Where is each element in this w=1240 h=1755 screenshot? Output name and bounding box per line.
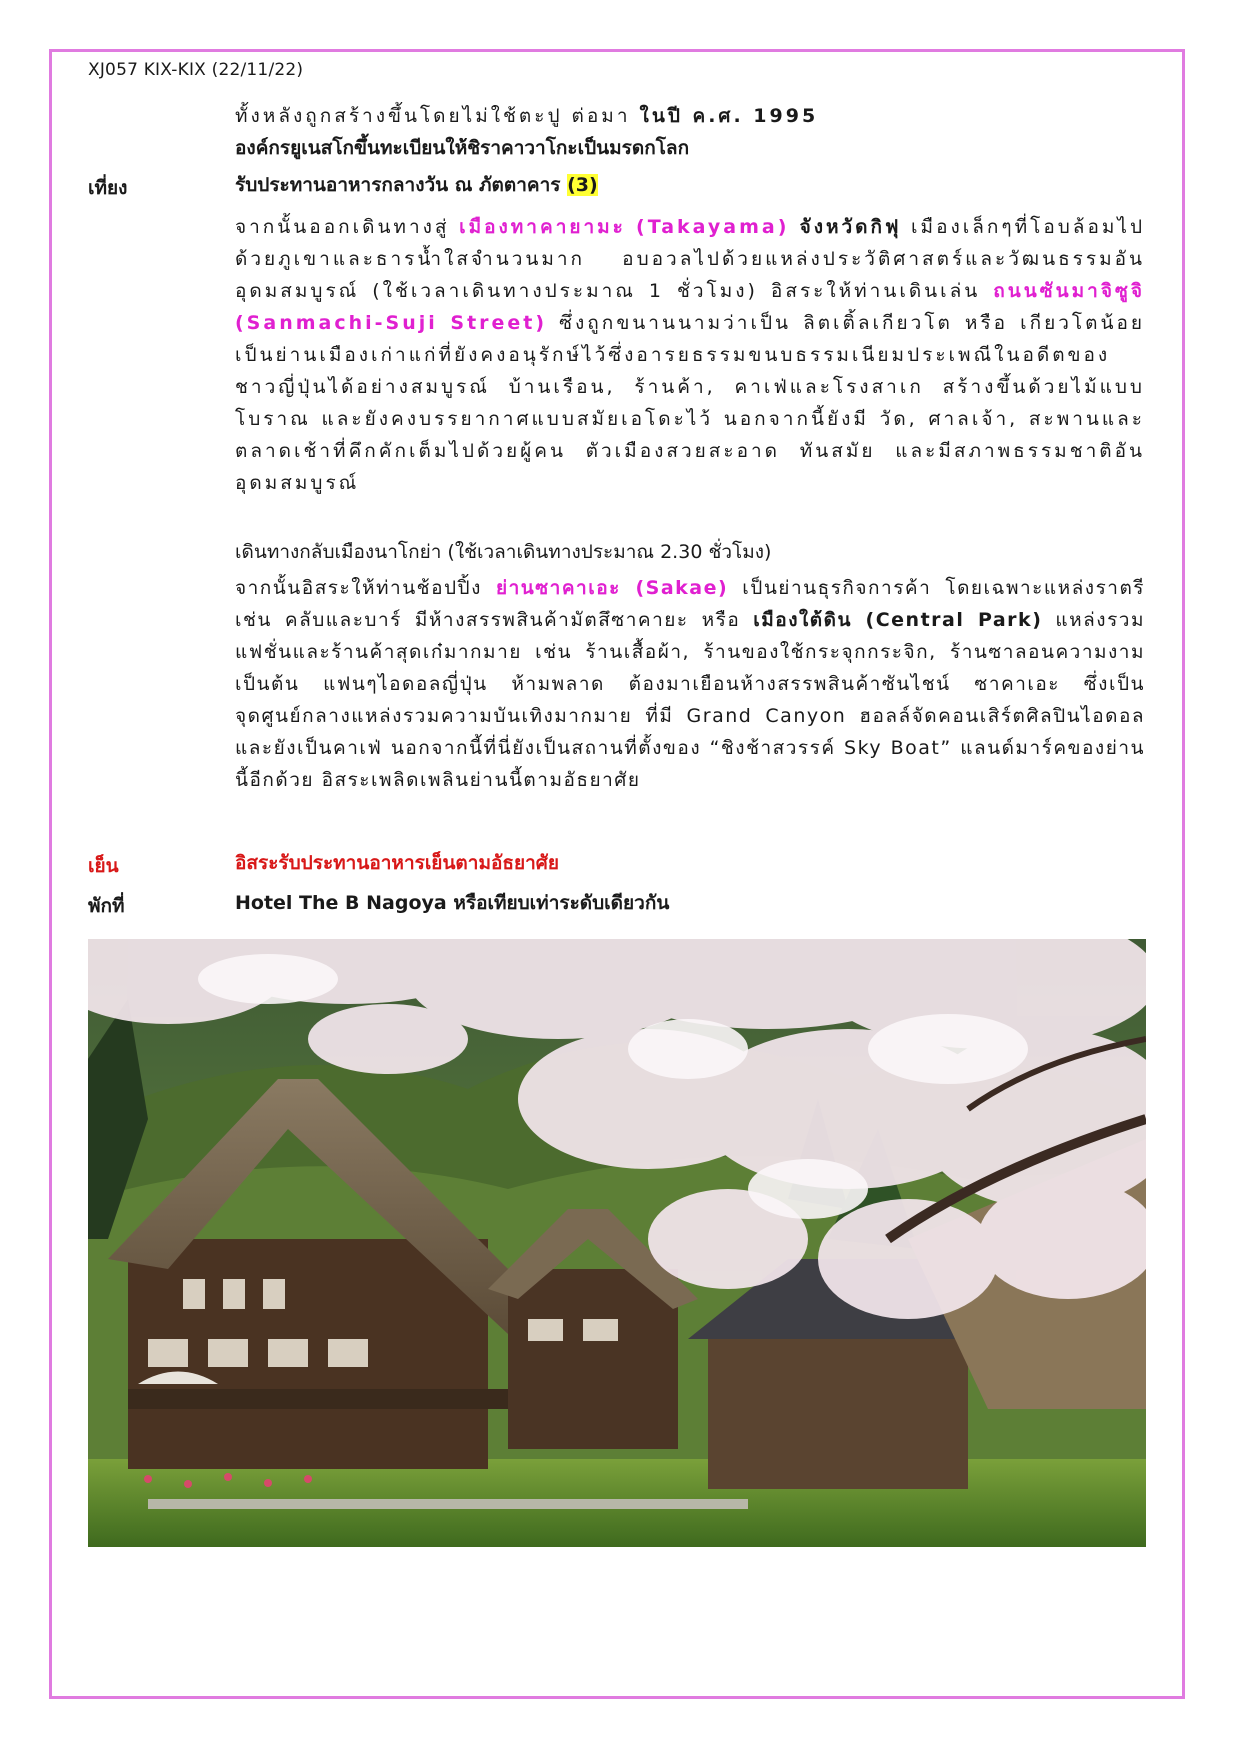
hotel-label: พักที่ bbox=[88, 895, 125, 917]
dinner-text: อิสระรับประทานอาหารเย็นตามอัธยาศัย bbox=[235, 852, 559, 874]
intro-text: ทั้งหลังถูกสร้างขึ้นโดยไม่ใช้ตะปู ต่อมา bbox=[235, 105, 640, 127]
sakae-text-a: จากนั้นอิสระให้ท่านช้อปปิ้ง bbox=[235, 577, 496, 599]
sakae-paragraph bbox=[235, 572, 1145, 796]
lunch-label: เที่ยง bbox=[88, 177, 128, 199]
sakae-text-b: เป็นย่านธุรกิจการค้า โดยเฉพาะแหล่งราตรี เช่น คลับและบาร์ มีห้างสรรพสินค้ามัตสึซาคายะ หรือ bbox=[235, 577, 1145, 631]
takayama-text-c: ซึ่งถูกขนานนามว่าเป็น ลิตเติ้ลเกียวโต หรือ เกียวโตน้อย เป็นย่านเมืองเก่าแก่ที่ยังคงอนุรักษ์ไว้ซึ่งอารยธรรมขนบธรรมเนียมประเพณีในอดีตของชาวญี่ปุ่นได้อย่างสมบูรณ์ บ้านเรือน, ร้านค้า, คาเฟ่และโรงสาเก สร้างขึ้นด้วยไม้แบบโบราณ และยังคงบรรยากาศแบบสมัยเอโดะไว้ นอกจากนี้ยังมี วัด, ศาลเจ้า, สะพานและตลาดเช้าที่คึกคักเต็มไปด้วยผู้คน ตัวเมืองสวยสะอาด ทันสมัย และมีสภาพธรรมชาติอันอุดมสมบูรณ์ bbox=[235, 312, 1145, 494]
gifu-bold: จังหวัดกิฟุ bbox=[789, 216, 902, 238]
lunch-text: รับประทานอาหารกลางวัน ณ ภัตตาคาร bbox=[235, 174, 568, 196]
takayama-text-a: จากนั้นออกเดินทางสู่ bbox=[235, 216, 460, 238]
sanmachi-highlight: ถนนซันมาจิซูจิ (Sanmachi-Suji Street) bbox=[235, 280, 1145, 334]
return-line bbox=[235, 536, 1145, 568]
sakae-text-c: แหล่งรวมแฟชั่นและร้านค้าสุดเก๋มากมาย เช่น ร้านเสื้อผ้า, ร้านของใช้กระจุกกระจิก, ร้านซาลอนความงาม เป็นต้น แฟนๆไอดอลญี่ปุ่น ห้ามพลาด ต้องมาเยือนห้างสรรพสินค้าซันไชน์ ซาคาเอะ ซึ่งเป็นจุดศูนย์กลางแหล่งรวมความบันเทิงมากมาย ที่มี Grand Canyon ฮอลล์จัดคอนเสิร์ตศิลปินไอดอลและยังเป็นคาเฟ่ นอกจากนี้ที่นี่ยังเป็นสถานที่ตั้งของ “ชิงช้าสวรรค์ Sky Boat” แลนด์มาร์คของย่านนี้อีกด้วย อิสระเพลิดเพลินย่านนี้ตามอัธยาศัย bbox=[235, 609, 1145, 791]
meal-badge: (3) bbox=[567, 174, 598, 196]
lunch-line bbox=[235, 169, 1145, 201]
intro-year: ในปี ค.ศ. 1995 bbox=[639, 105, 819, 127]
takayama-paragraph bbox=[235, 211, 1145, 499]
program-code: XJ057 KIX-KIX (22/11/22) bbox=[88, 60, 304, 80]
takayama-highlight: เมืองทาคายามะ (Takayama) bbox=[459, 216, 790, 238]
dinner-label: เย็น bbox=[88, 855, 119, 877]
intro-unesco: องค์กรยูเนสโกขึ้นทะเบียนให้ชิราคาวาโกะเป็นมรดกโลก bbox=[235, 137, 690, 159]
return-text: เดินทางกลับเมืองนาโกย่า (ใช้เวลาเดินทางประมาณ 2.30 ชั่วโมง) bbox=[235, 541, 772, 563]
shirakawago-cherry-blossom-photo bbox=[88, 939, 1146, 1547]
sakae-highlight: ย่านซาคาเอะ (Sakae) bbox=[495, 577, 729, 599]
takayama-text-b: เมืองเล็กๆที่โอบล้อมไปด้วยภูเขาและธารน้ำใสจำนวนมาก อบอวลไปด้วยแหล่งประวัติศาสตร์และวัฒนธรรมอันอุดมสมบูรณ์ (ใช้เวลาเดินทางประมาณ 1 ชั่วโมง) อิสระให้ท่านเดินเล่น bbox=[235, 216, 1146, 302]
intro-paragraph bbox=[235, 100, 1145, 164]
central-park-bold: เมืองใต้ดิน (Central Park) bbox=[753, 609, 1043, 631]
hotel-text: Hotel The B Nagoya หรือเทียบเท่าระดับเดียวกัน bbox=[235, 892, 670, 914]
